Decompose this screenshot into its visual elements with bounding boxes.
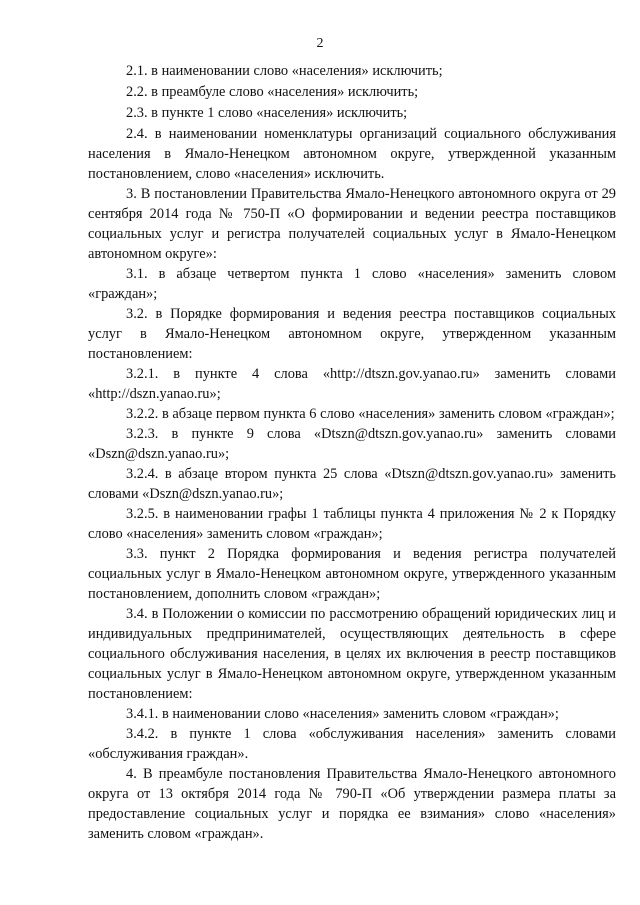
paragraph-3-2-5: 3.2.5. в наименовании графы 1 таблицы пункта 4 приложения № 2 к Порядку слово «населения» заменить словом «граждан»; <box>88 506 616 542</box>
page-number: 2 <box>316 36 324 51</box>
paragraph-3-2-1: 3.2.1. в пункте 4 слова «http://dtszn.gov.yanao.ru» заменить словами «http://dszn.yanao.ru»; <box>88 366 616 402</box>
paragraph-3-4-2: 3.4.2. в пункте 1 слова «обслуживания населения» заменить словами «обслуживания граждан». <box>88 726 616 762</box>
paragraph-3-4-1: 3.4.1. в наименовании слово «населения» заменить словом «граждан»; <box>126 706 559 722</box>
paragraph-4: 4. В преамбуле постановления Правительства Ямало-Ненецкого автономного округа от 13 октября 2014 года № 790-П «Об утверждении размера платы за предоставление социальных услуг и порядка ее взимания» слово «населения» заменить словом «граждан». <box>88 766 616 842</box>
paragraph-3-4: 3.4. в Положении о комиссии по рассмотрению обращений юридических лиц и индивидуальных предпринимателей, осуществляющих деятельность в сфере социального обслуживания населения, в целях их включения в реестр поставщиков социальных услуг в Ямало-Ненецком автономном округе, утвержденном указанным постановлением: <box>88 606 616 702</box>
paragraph-3: 3. В постановлении Правительства Ямало-Ненецкого автономного округа от 29 сентября 2014 года № 750-П «О формировании и ведении реестра поставщиков социальных услуг и регистра получателей социальных услуг в Ямало-Ненецком автономном округе»: <box>88 186 616 262</box>
paragraph-2-1: 2.1. в наименовании слово «населения» исключить; <box>126 63 443 79</box>
paragraph-3-2: 3.2. в Порядке формирования и ведения реестра поставщиков социальных услуг в Ямало-Ненецком автономном округе, утвержденном указанным постановлением: <box>88 306 616 362</box>
document-body <box>88 61 616 844</box>
paragraph-3-1: 3.1. в абзаце четвертом пункта 1 слово «населения» заменить словом «граждан»; <box>88 266 616 302</box>
paragraph-3-2-2: 3.2.2. в абзаце первом пункта 6 слово «населения» заменить словом «граждан»; <box>126 406 615 422</box>
paragraph-2-2: 2.2. в преамбуле слово «населения» исключить; <box>126 84 419 100</box>
paragraph-2-4: 2.4. в наименовании номенклатуры организаций социального обслуживания населения в Ямало-Ненецком автономном округе, утвержденной указанным постановлением, слово «населения» исключить. <box>88 126 616 182</box>
paragraph-3-2-3: 3.2.3. в пункте 9 слова «Dtszn@dtszn.gov.yanao.ru» заменить словами «Dszn@dszn.yanao.ru»; <box>88 426 616 462</box>
paragraph-2-3: 2.3. в пункте 1 слово «населения» исключить; <box>126 105 408 121</box>
paragraph-3-3: 3.3. пункт 2 Порядка формирования и ведения регистра получателей социальных услуг в Ямало-Ненецком автономном округе, утвержденного указанным постановлением, дополнить словом «граждан»; <box>88 546 616 602</box>
paragraph-3-2-4: 3.2.4. в абзаце втором пункта 25 слова «Dtszn@dtszn.gov.yanao.ru» заменить словами «Dszn@dszn.yanao.ru»; <box>88 466 616 502</box>
